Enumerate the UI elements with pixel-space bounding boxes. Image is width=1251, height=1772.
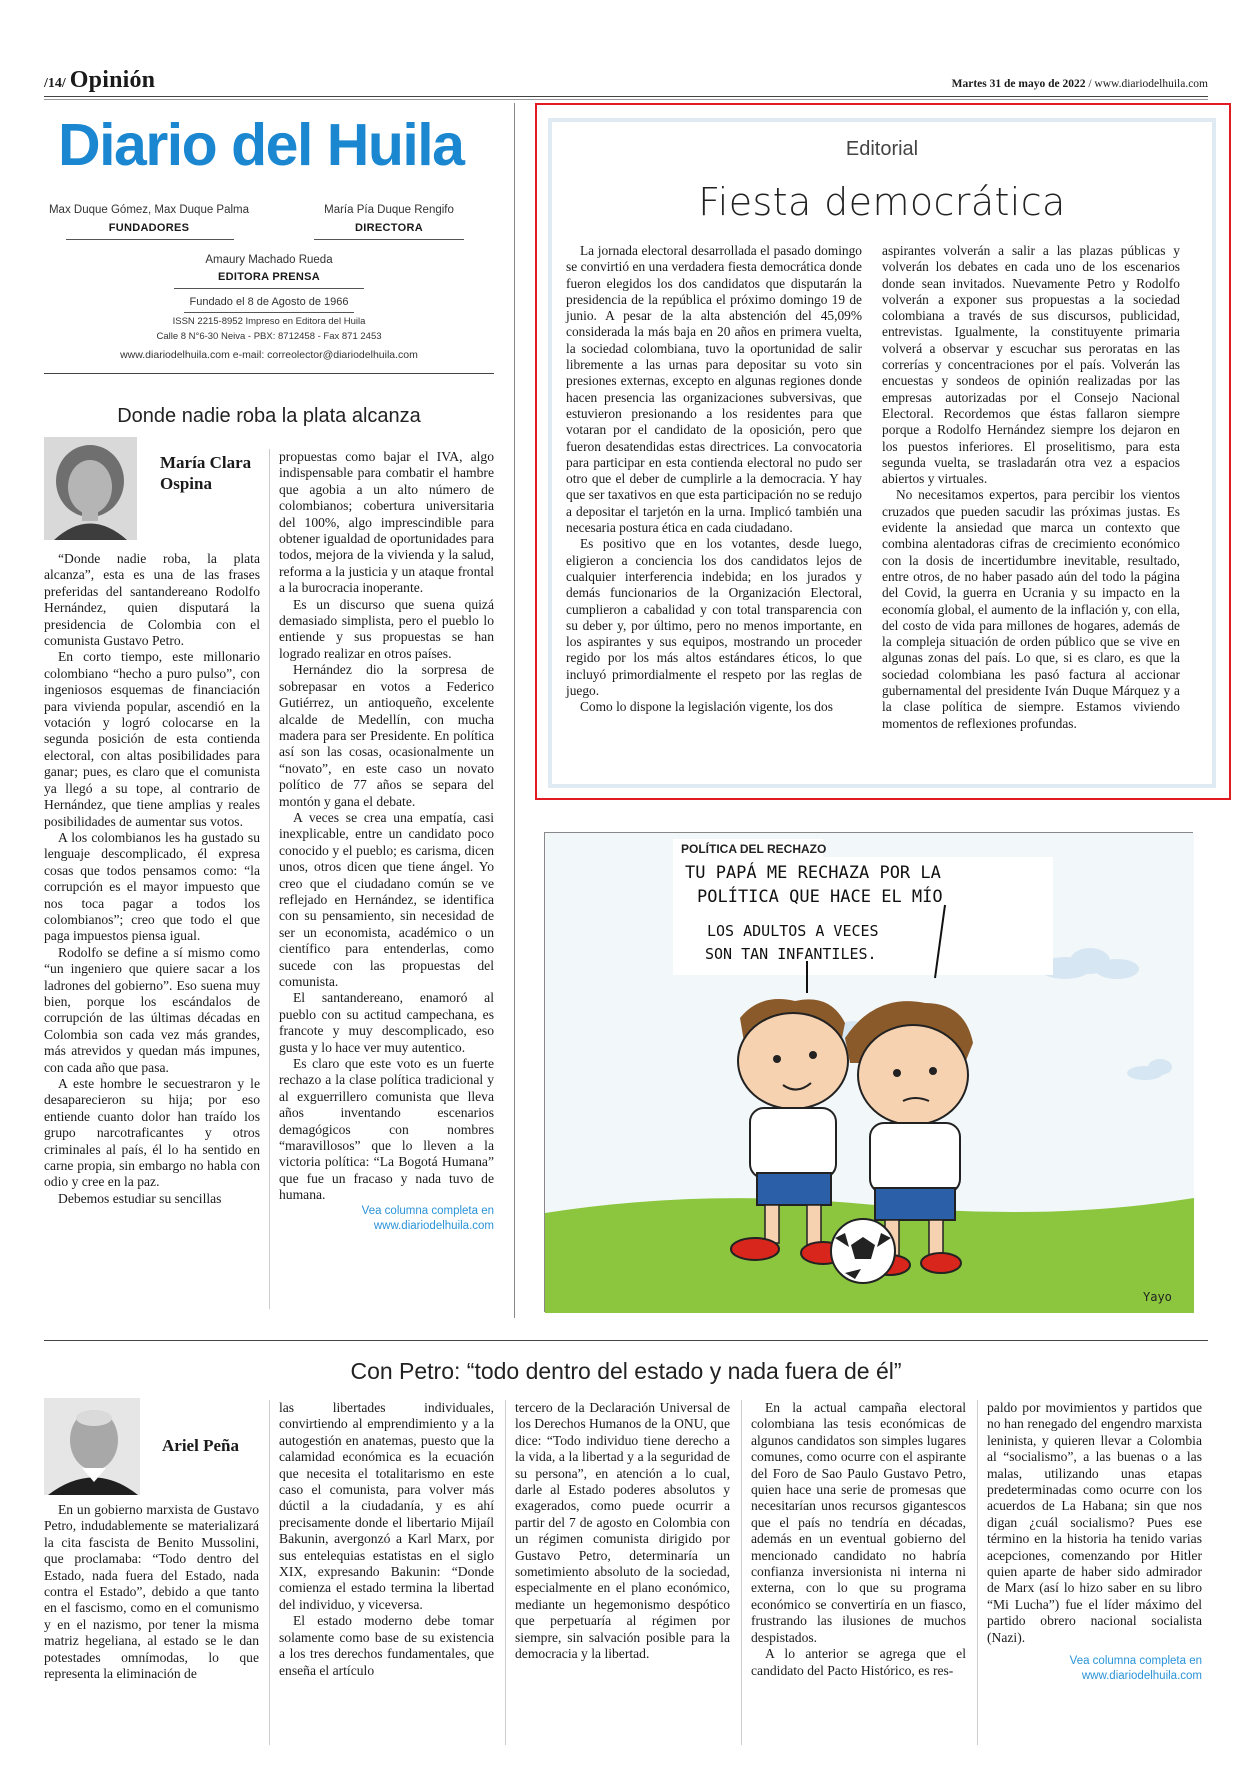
- issue-date: Martes 31 de mayo de 2022: [951, 78, 1086, 90]
- paragraph: A lo anterior se agrega que el candidato del Pacto Histórico, es res-: [751, 1646, 966, 1678]
- cartoon-label: POLÍTICA DEL RECHAZO: [681, 842, 827, 856]
- column-text-3: [515, 1400, 730, 1663]
- read-more-label: Vea columna completa en: [1069, 1655, 1202, 1668]
- section-rule: [44, 1340, 1208, 1341]
- paragraph: A veces se crea una empatía, casi inexplicable, entre un candidato poco conocido y el pueblo; es carisma, dicen unos, otros dicen que tiene ángel. Yo creo que el ciudadano común se ve reflejado en Hernández, se identifica con su pensamiento, sin necesidad de ser un economista, académico o un científico para entenderlas, como sucede con las propuestas del comunista.: [279, 809, 494, 989]
- paragraph: A este hombre le secuestraron y le desaparecieron su hija; por eso entiende cuanto dolor han traído los grupo narcotraficantes y otros criminales al país, él lo ha sentido en carne propia, sin embargo no habla con odio y cree en la paz.: [44, 1076, 260, 1190]
- contact-line[interactable]: www.diariodelhuila.com e-mail: correolector@diariodelhuila.com: [120, 349, 418, 361]
- read-more-url[interactable]: www.diariodelhuila.com: [373, 1219, 494, 1232]
- section-name: Opinión: [69, 67, 156, 93]
- speech-line: LOS ADULTOS A VECES: [707, 922, 879, 940]
- paragraph: propuestas como bajar el IVA, algo indispensable para combatir el hambre que agobia a un alto número de colombianos; cobertura universitaria del 100%, algo imprescindible para obtener igualdad de oportunidades para todos, mejora de la vivienda y la salud, reforma a la justicia y un ataque frontal a la burocracia inoperante.: [279, 449, 494, 596]
- column-divider: [741, 1400, 742, 1745]
- speech-line: TU PAPÁ ME RECHAZA POR LA: [685, 863, 941, 883]
- avatar-icon: [44, 1398, 140, 1495]
- paragraph: En un gobierno marxista de Gustavo Petro, indudablemente se materializará la cita fascista de Benito Mussolini, que proclamaba: “Todo dentro del Estado, nada fuera del Estado, nada contra el Estado”, debido a que tanto en el fascismo, como en el comunismo y en el nazismo, por tener la misma matriz hegeliana, al estado se le dan potestades omnímodas, lo que representa la eliminación de: [44, 1502, 259, 1682]
- issn-line: ISSN 2215-8952 Impreso en Editora del Huila: [172, 316, 366, 327]
- read-more-link[interactable]: [987, 1654, 1202, 1684]
- paragraph: aspirantes volverán a salir a las plazas públicas y volverán los debates en cada uno de los escenarios donde sean invitados. Nuevamente Petro y Rodolfo volverán a exponer sus propuestas a la sociedad colombiana a través de sus discursos, publicidad, entrevistas. Igualmente, la constituyente primaria volverá a observar y escuchar sus peroratas en las correrías y concentraciones por el país. Volverán las encuestas y sondeos de opinión realizadas por las empresas autorizadas por el Consejo Nacional Electoral. Recordemos que éstas fallaron siempre porque a Rodolfo Hernández siempre los dejaron en los puestos inferiores. El proselitismo, para esta segunda vuelta, se trasladarán otra vez a espacios abiertos y virtuales.: [882, 243, 1180, 487]
- masthead: [44, 112, 494, 378]
- paragraph: La jornada electoral desarrollada el pasado domingo se convirtió en una verdadera fiesta democrática donde fueron elegidos los dos candidatos que disputarán la presidencia de la república el próximo domingo 19 de junio. A pesar de la alta abstención del 45,09% considerada la más baja en 20 años en primera vuelta, la sociedad colombiana, tuvo la oportunidad de salir libremente a las urnas para depositar su voto sin presiones externas, excepto en algunas regiones donde hacen presencia las organizaciones subversivas, que estuvieron presionando a los residentes para que votaran por el candidato de la oposición, pero que fueron desatendidas estas directrices. La convocatoria para participar en esta contienda electoral no pudo ser otro que el deber de cumplirle a la democracia. Y hay que ser taxativos en que esta participación no se redujo a depositar el tarjetón en la urna. Implicó también una necesaria postura ética en cada ciudadano.: [566, 243, 862, 536]
- paragraph: En la actual campaña electoral colombiana las tesis económicas de algunos candidatos son simples lugares comunes, como ocurre con el aspirante del Foro de Sao Paulo Gustavo Petro, quien hace una serie de promesas que necesitarían unos recursos gigantescos que el país no tendría en décadas, además en un eventual gobierno del mencionado candidato no habría confianza inversionista ni interna ni externa, con lo que su programa económico se convertiría en un fiasco, frustrando las ilusiones de muchos despistados.: [751, 1400, 966, 1645]
- speech-line: POLÍTICA QUE HACE EL MÍO: [697, 887, 943, 907]
- founded-rule: [184, 312, 354, 313]
- column-text-2: [279, 449, 494, 1234]
- paragraph: Hernández dio la sorpresa de sobrepasar en votos a Federico Gutiérrez, un antioqueño, excelente alcalde de Medellín, con mucha madera para ser Presidente. En política así son las cosas, ocasionalmente un “novato”, en este caso un novato político de 77 años se separa del montón y gana el debate.: [279, 662, 494, 809]
- founders-label: FUNDADORES: [108, 222, 190, 234]
- header-rule-thin: [44, 99, 1208, 100]
- editorial-text-2: [882, 243, 1180, 732]
- author-photo: [44, 437, 137, 540]
- director-rule: [314, 239, 464, 240]
- read-more-url[interactable]: www.diariodelhuila.com: [1081, 1670, 1202, 1683]
- column-text-1: [44, 551, 260, 1207]
- author-photo: [44, 1398, 140, 1495]
- column-divider: [269, 1400, 270, 1745]
- column-divider: [505, 1400, 506, 1745]
- column-title: Donde nadie roba la plata alcanza: [117, 405, 421, 427]
- site-url[interactable]: / www.diariodelhuila.com: [1085, 78, 1208, 90]
- paragraph: Es claro que este voto es un fuerte rechazo a la clase política tradicional y al exguerrillero comunista que lleva años inventando escenarios demagógicos con nombres “maravillosos” que lo lleven a la victoria política: “La Bogotá Humana” que fue un fracaso y nada tuvo de humana.: [279, 1056, 494, 1203]
- editorial-kicker: Editorial: [845, 138, 919, 160]
- paragraph: No necesitamos expertos, para percibir los vientos cruzados que pueden sacudir las próximas justas. Es evidente la ansiedad que marca un contexto que combina alentadoras cifras de crecimiento económico con la dosis de incertidumbre inevitable, resultado, entre otros, de no haber pasado aún del todo la página del Covid, la guerra en Ucrania y su impacto en la economía global, el aumento de la inflación y, con ella, del costo de vida para millones de hogares, además de la compleja situación de orden público que se vive en algunas zonas del país. Lo que, si es claro, es que la sociedad colombiana les pasó factura al accionar gubernamental del presidente Iván Duque Márquez y a la clase política de siempre. Estamos viviendo momentos de reflexiones profundas.: [882, 487, 1180, 731]
- author-name: Ariel Peña: [162, 1436, 239, 1455]
- cartoon-drawing: [545, 833, 1194, 1313]
- founders-rule: [66, 239, 234, 240]
- column-divider: [514, 103, 515, 1318]
- soccer-ball-icon: [831, 1219, 895, 1283]
- date-line: [952, 78, 1208, 90]
- director-name: María Pía Duque Rengifo: [324, 204, 454, 216]
- paragraph: Rodolfo se define a sí mismo como “un ingeniero que quiere sacar a los ladrones del gobierno”. Eso suena muy bien, porque los escándalos de corrupción de las últimas décadas en Colombia son cada vez más grandes, más atrevidos y quedan más impunes, con cada año que pasa.: [44, 944, 260, 1075]
- address-line: Calle 8 N°6-30 Neiva - PBX: 8712458 - Fax 871 2453: [156, 331, 382, 342]
- column-divider: [977, 1400, 978, 1745]
- founded-date: Fundado el 8 de Agosto de 1966: [189, 296, 349, 308]
- column-divider: [269, 449, 270, 1309]
- paragraph: A los colombianos les ha gustado su lenguaje descomplicado, él expresa cosas que todos pensamos como: “la corrupción es el mayor impuesto que nos toca pagar a todos los colombianos”; creo que todo el que paga impuestos piensa igual.: [44, 829, 260, 944]
- paragraph: El estado moderno debe tomar solamente como base de su existencia a los tres derechos fundamentales, que enseña el artículo: [279, 1613, 494, 1678]
- paragraph: Es positivo que en los votantes, desde luego, eligieron a conciencia los dos candidatos lejos de cualquier interferencia indebida; en los jurados y demás funcionarios de la Organización Electoral, cumplieron a cabalidad y con total transparencia con su deber y, por último, pero no menos importante, en los aspirantes y sus equipos, mostrando un proceder regido por los más altos estándares éticos, lo que incluyó primordialmente el respeto por las reglas de juego.: [566, 536, 862, 699]
- editorial-title: Fiesta democrática: [698, 180, 1066, 224]
- newspaper-logo: Diario del Huila: [58, 112, 464, 178]
- paragraph: paldo por movimientos y partidos que no han renegado del engendro marxista leninista, y quieren llevar a Colombia al “socialismo”, a las buenas o a las malas, utilizando unas etapas predeterminadas como ocurre con los acuerdos de La Habana; sin que nos digan ¿cuál socialismo? Pues ese término en la historia ha tenido varias acepciones, comenzando por Hitler quien aparte de haber sido admirador de Marx (así lo hizo saber en su libro “Mi Lucha”) fue el líder máximo del partido obrero nacional socialista (Nazi).: [987, 1400, 1202, 1645]
- speech-line: SON TAN INFANTILES.: [705, 945, 877, 963]
- read-more-label: Vea columna completa en: [361, 1204, 494, 1217]
- page-header: [44, 60, 1208, 98]
- paragraph: Es un discurso que suena quizá demasiado simplista, pero el pueblo lo entiende y sus propuestas se han logrado realizar en otros países.: [279, 596, 494, 661]
- column-text-1: [44, 1502, 259, 1682]
- paragraph: Debemos estudiar su sencillas: [58, 1190, 222, 1206]
- editor-label: EDITORA PRENSA: [218, 271, 320, 283]
- editorial-text-1: [566, 243, 862, 716]
- paragraph: En corto tiempo, este millonario colombiano “hecho a puro pulso”, con ingeniosos esquemas de financiación para vivienda popular, ascendió en la votación y logró colocarse en la segunda posición de esta contienda electoral, con altas posibilidades para ganar; pues, es claro que el comunista ya llegó a su tope, al contrario de Hernández, que tiene amplias y reales posibilidades de aumentar sus votos.: [44, 649, 260, 829]
- director-label: DIRECTORA: [355, 222, 423, 234]
- paragraph: Como lo dispone la legislación vigente, los dos: [580, 699, 833, 715]
- paragraph: “Donde nadie roba, la plata alcanza”, esta es una de las frases preferidas del santandereano Rodolfo Hernández, quien disputará la presidencia de Colombia con el comunista Gustavo Petro.: [44, 551, 260, 649]
- paragraph: tercero de la Declaración Universal de los Derechos Humanos de la ONU, que dice: “Todo individuo tiene derecho a la vida, a la libertad y a la seguridad de su persona”, en atención a lo cual, darle al Estado poderes absolutos y exagerados, como puede ocurrir a partir del 7 de agosto en Colombia con un régimen comunista dirigido por Gustavo Petro, determinaría un sometimiento absoluto de la sociedad, especialmente en el plano económico, mediante un hegemonismo despótico que perpetuaría al régimen por siempre, sin salvación posible para la democracia y la libertad.: [515, 1400, 730, 1662]
- editor-rule: [174, 288, 364, 289]
- author-name: María Clara Ospina: [160, 453, 252, 493]
- section-label: [44, 67, 155, 94]
- column-text-2: [279, 1400, 494, 1679]
- masthead-rule: [44, 373, 494, 374]
- avatar-icon: [44, 437, 137, 540]
- column-text-5: [987, 1400, 1202, 1684]
- paragraph: El santandereano, enamoró al pueblo con su actitud campechana, es francote y muy descomplicado, eso gusta y lo hace ver muy autentico.: [279, 990, 494, 1055]
- founders-names: Max Duque Gómez, Max Duque Palma: [48, 204, 250, 216]
- header-rule: [44, 96, 1208, 97]
- editor-name: Amaury Machado Rueda: [205, 254, 333, 266]
- column-text-4: [751, 1400, 966, 1679]
- paragraph: las libertades individuales, convirtiendo al emprendimiento y a la autogestión en anatemas, puesto que la calamidad económica es la ecuación que necesita el totalitarismo en este caso el comunista, para volver más dúctil a la ciudadanía, y es ahí precisamente donde el libertario Mijaíl Bakunin, avergonzó a Karl Marx, por sus entelequias estatistas en el siglo XIX, expresando Bakunin: “Donde comienza el estado termina la libertad del individuo, y viceversa.: [279, 1400, 494, 1612]
- editorial-cartoon: [544, 832, 1193, 1312]
- column-title: Con Petro: “todo dentro del estado y nada fuera de él”: [350, 1358, 902, 1384]
- read-more-link[interactable]: [279, 1204, 494, 1234]
- page-number: /14/: [44, 76, 66, 91]
- cartoonist-signature: Yayo: [1143, 1290, 1172, 1304]
